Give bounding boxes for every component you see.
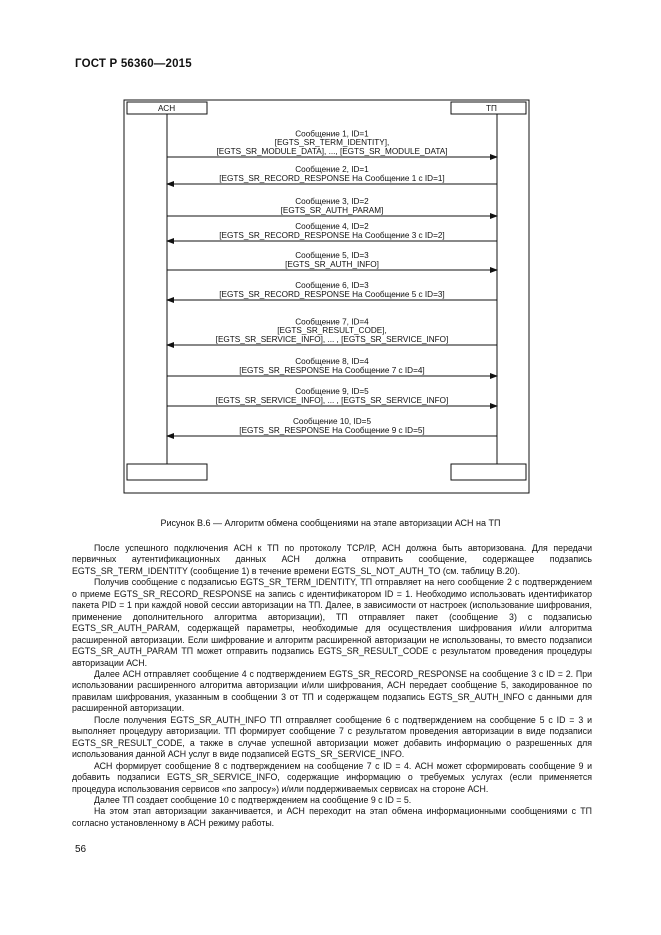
message-label-line: [EGTS_SR_RESPONSE На Сообщение 7 с ID=4]: [239, 366, 425, 375]
right-actor-label: ТП: [486, 104, 497, 113]
message-label-line: [EGTS_SR_RECORD_RESPONSE На Сообщение 3 с ID=2]: [219, 231, 445, 240]
message-label-line: Сообщение 8, ID=4: [295, 357, 369, 367]
right-actor-end-box: [451, 464, 526, 480]
message-label-line: Сообщение 3, ID=2: [295, 197, 369, 207]
message-label-line: [EGTS_SR_RESULT_CODE],: [277, 326, 387, 336]
paragraph: На этом этап авторизации заканчивается, и АСН переходит на этап обмена информационными сообщениями с ТП согласно установленному в АСН режиму работы.: [72, 806, 592, 828]
message-label-line: [EGTS_SR_RECORD_RESPONSE На Сообщение 1 с ID=1]: [219, 174, 445, 183]
paragraph: Далее ТП создает сообщение 10 с подтверждением на сообщение 9 с ID = 5.: [94, 794, 412, 805]
message-label-line: Сообщение 2, ID=1: [295, 165, 369, 175]
paragraph: Далее АСН отправляет сообщение 4 с подтверждением EGTS_SR_RECORD_RESPONSE на сообщение 3 с ID = 2. При использовании расширенного алгоритма авторизации и/или шифрования, АСН передает сообщение 5, закодированное по правилам шифрования, указанным в сообщении 3 от ТП и содержащем подзапись EGTS_SR_AUTH_INFO с данными для расширенной авторизации.: [72, 668, 592, 714]
paragraph: После получения EGTS_SR_AUTH_INFO ТП отправляет сообщение 6 с подтверждением на сообщение 5 с ID = 3 и выполняет процедуру авторизации. ТП формирует сообщение 7 с результатом проведения авторизации в виде подзаписи EGTS_SR_RESULT_CODE, а также в случае успешной авторизации может добавить информацию о разрешенных для использования данной АСН услуг в виде подзаписей EGTS_SR_SERVICE_INFO.: [72, 714, 592, 760]
message-group: [167, 129, 497, 436]
paragraph: АСН формирует сообщение 8 с подтверждением на сообщение 7 с ID = 4. АСН может сформировать сообщение 9 и добавить подзаписи EGTS_SR_SERVICE_INFO, содержащие информацию о требуемых услугах (если применяется процедура использования сервисов «по запросу») и/или поддерживаемых сервисах на стороне АСН.: [72, 760, 592, 794]
left-actor-label: АСН: [158, 104, 176, 113]
document-header: ГОСТ Р 56360—2015: [75, 58, 192, 70]
message-label-line: Сообщение 1, ID=1: [295, 129, 369, 139]
figure-caption: Рисунок В.6 — Алгоритм обмена сообщениями на этапе авторизации АСН на ТП: [160, 518, 501, 528]
message-label-line: [EGTS_SR_MODULE_DATA], ..., [EGTS_SR_MODULE_DATA]: [216, 147, 448, 156]
message-label-line: [EGTS_SR_TERM_IDENTITY],: [274, 138, 390, 148]
message-label-line: Сообщение 6, ID=3: [295, 281, 369, 291]
paragraph: Получив сообщение с подзаписью EGTS_SR_TERM_IDENTITY, ТП отправляет на него сообщение 2 с подтверждением о приеме EGTS_SR_RECORD_RESPONSE на запись с идентификатором ID = 1. Необходимо использовать идентификатор пакета PID = 1 при каждой новой сессии авторизации на ТП. Далее, в зависимости от настроек (использование шифрования, применение дополнительного алгоритма авторизации), ТП отправляет пакет (сообщение 3) с подзаписью EGTS_SR_AUTH_PARAM, содержащей параметры, необходимые для осуществления шифрования и/или алгоритма расширенной авторизации. Если шифрование и алгоритм расширенной авторизации не использованы, то вместо подзаписи EGTS_SR_AUTH_PARAM ТП может отправить подзапись EGTS_SR_RESULT_CODE с результатом проведения процедуры авторизации АСН.: [72, 577, 592, 668]
message-label-line: [EGTS_SR_AUTH_PARAM]: [280, 206, 384, 215]
message-label-line: [EGTS_SR_AUTH_INFO]: [285, 260, 379, 269]
message-label-line: Сообщение 5, ID=3: [295, 251, 369, 261]
page-number: 56: [75, 844, 87, 855]
message-label-line: [EGTS_SR_SERVICE_INFO], ... , [EGTS_SR_SERVICE_INFO]: [215, 335, 449, 344]
message-label-line: Сообщение 9, ID=5: [295, 387, 369, 397]
left-actor-end-box: [127, 464, 207, 480]
body-text: [72, 543, 592, 829]
message-label-line: [EGTS_SR_RESPONSE На Сообщение 9 с ID=5]: [239, 426, 425, 435]
message-label-line: Сообщение 4, ID=2: [295, 222, 369, 232]
message-label-line: [EGTS_SR_SERVICE_INFO], ... , [EGTS_SR_SERVICE_INFO]: [215, 396, 449, 405]
paragraph: После успешного подключения АСН к ТП по протоколу TCP/IP, АСН должна быть авторизована. Для передачи первичных аутентификационных данных АСН должна отправить сообщение, содержащее подзапись EGTS_SR_TERM_IDENTITY (сообщение 1) в течение времени EGTS_SL_NOT_AUTH_TO (см. таблицу В.20).: [72, 543, 592, 576]
message-label-line: Сообщение 7, ID=4: [295, 317, 369, 327]
message-label-line: Сообщение 10, ID=5: [292, 417, 372, 427]
message-label-line: [EGTS_SR_RECORD_RESPONSE На Сообщение 5 с ID=3]: [219, 290, 445, 299]
